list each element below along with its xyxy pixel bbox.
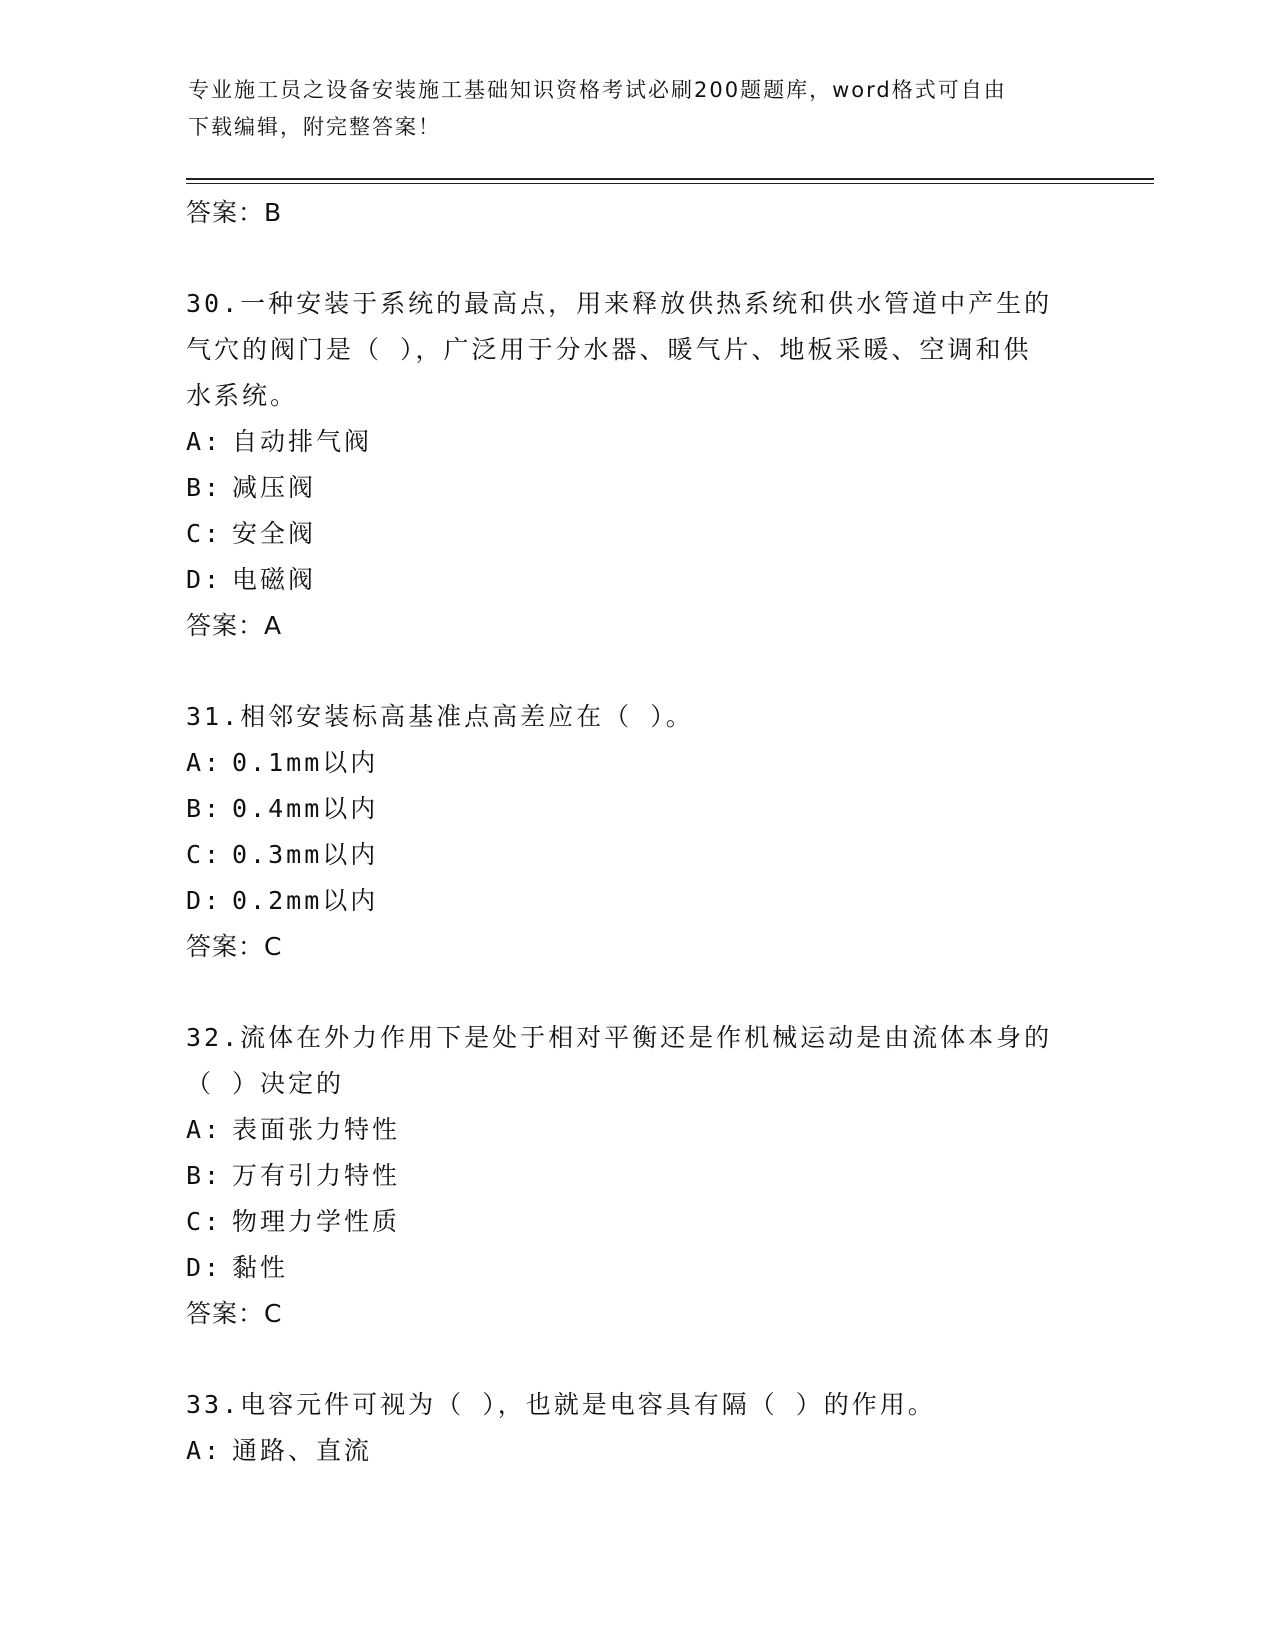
question-line: 30.一种安装于系统的最高点，用来释放供热系统和供水管道中产生的 bbox=[186, 289, 1053, 318]
option-c bbox=[186, 832, 1086, 878]
question-text bbox=[186, 694, 1086, 740]
option-key: D: bbox=[186, 886, 223, 915]
option-key: A: bbox=[186, 1115, 223, 1144]
option-key: A: bbox=[186, 748, 223, 777]
header-divider-thick bbox=[186, 178, 1154, 180]
option-key: C: bbox=[186, 519, 223, 548]
option-text: 安全阀 bbox=[232, 519, 317, 548]
option-text: 减压阀 bbox=[232, 473, 317, 502]
option-d bbox=[186, 557, 1086, 603]
option-b bbox=[186, 465, 1086, 511]
option-d bbox=[186, 878, 1086, 924]
option-text: 电磁阀 bbox=[232, 565, 317, 594]
question-line: 33.电容元件可视为（ ），也就是电容具有隔（ ）的作用。 bbox=[186, 1390, 936, 1419]
option-c bbox=[186, 1199, 1086, 1245]
option-key: C: bbox=[186, 1207, 223, 1236]
option-text: 通路、直流 bbox=[232, 1436, 373, 1465]
option-text: 0.1mm以内 bbox=[232, 748, 379, 777]
question-line: 水系统。 bbox=[186, 381, 299, 410]
answer: 答案：C bbox=[186, 1299, 283, 1328]
question-text bbox=[186, 281, 1086, 419]
question-32 bbox=[186, 1015, 1086, 1337]
header-line-2: 下载编辑，附完整答案！ bbox=[188, 115, 441, 139]
question-line: 31.相邻安装标高基准点高差应在（ ）。 bbox=[186, 702, 694, 731]
option-text: 物理力学性质 bbox=[232, 1207, 401, 1236]
document-header bbox=[188, 72, 1088, 146]
header-divider-thin bbox=[186, 183, 1154, 184]
option-key: B: bbox=[186, 473, 223, 502]
previous-answer: 答案：B bbox=[186, 198, 283, 227]
option-text: 0.4mm以内 bbox=[232, 794, 379, 823]
option-a bbox=[186, 1107, 1086, 1153]
question-33 bbox=[186, 1382, 1086, 1474]
option-key: A: bbox=[186, 1436, 223, 1465]
option-key: D: bbox=[186, 565, 223, 594]
option-text: 自动排气阀 bbox=[232, 427, 373, 456]
option-text: 表面张力特性 bbox=[232, 1115, 401, 1144]
question-line: （ ）决定的 bbox=[186, 1069, 345, 1098]
option-a bbox=[186, 1428, 1086, 1474]
option-b bbox=[186, 786, 1086, 832]
question-line: 气穴的阀门是（ ），广泛用于分水器、暖气片、地板采暖、空调和供 bbox=[186, 335, 1032, 364]
header-line-1: 专业施工员之设备安装施工基础知识资格考试必刷200题题库，word格式可自由 bbox=[188, 78, 1007, 102]
option-text: 0.2mm以内 bbox=[232, 886, 379, 915]
question-30 bbox=[186, 281, 1086, 649]
option-c bbox=[186, 511, 1086, 557]
option-text: 0.3mm以内 bbox=[232, 840, 379, 869]
option-key: A: bbox=[186, 427, 223, 456]
option-key: C: bbox=[186, 840, 223, 869]
option-text: 万有引力特性 bbox=[232, 1161, 401, 1190]
option-d bbox=[186, 1245, 1086, 1291]
question-text bbox=[186, 1382, 1086, 1428]
option-text: 黏性 bbox=[232, 1253, 289, 1282]
option-a bbox=[186, 740, 1086, 786]
document-body bbox=[186, 190, 1086, 1474]
question-text bbox=[186, 1015, 1086, 1107]
option-key: B: bbox=[186, 794, 223, 823]
option-a bbox=[186, 419, 1086, 465]
question-31 bbox=[186, 694, 1086, 970]
option-b bbox=[186, 1153, 1086, 1199]
option-key: B: bbox=[186, 1161, 223, 1190]
answer: 答案：C bbox=[186, 932, 283, 961]
answer: 答案：A bbox=[186, 611, 283, 640]
question-line: 32.流体在外力作用下是处于相对平衡还是作机械运动是由流体本身的 bbox=[186, 1023, 1053, 1052]
option-key: D: bbox=[186, 1253, 223, 1282]
